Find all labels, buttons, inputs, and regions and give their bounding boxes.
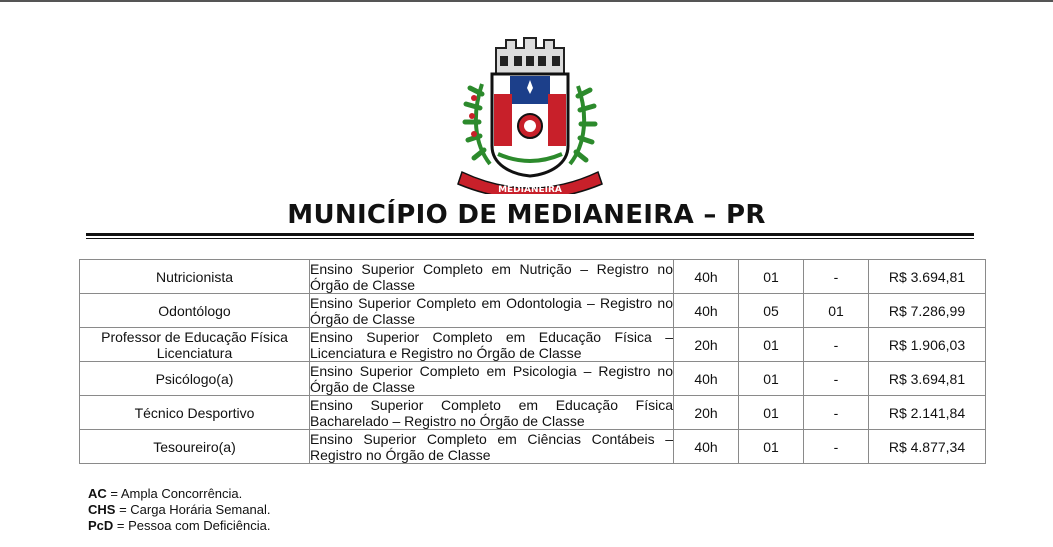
cell-cargo: Nutricionista: [80, 260, 310, 294]
table-row: [80, 260, 986, 294]
title-rule-thin: [86, 238, 974, 239]
cell-cargo: Odontólogo: [80, 294, 310, 328]
legend-abbr: AC: [88, 486, 107, 501]
table-row: [80, 294, 986, 328]
legend-text: = Ampla Concorrência.: [106, 486, 243, 501]
cell-vencimento: R$ 3.694,81: [869, 260, 986, 294]
table-row: [80, 362, 986, 396]
table-row: [80, 430, 986, 464]
cell-requisito: Ensino Superior Completo em Educação Física – Licenciatura e Registro no Órgão de Classe: [310, 328, 673, 361]
cell-cargo: Tesoureiro(a): [80, 430, 310, 464]
cell-cargo: Técnico Desportivo: [80, 396, 310, 430]
cell-pcd: -: [804, 430, 869, 464]
cell-pcd: -: [804, 362, 869, 396]
cell-pcd: -: [804, 396, 869, 430]
cell-chs: 40h: [674, 294, 739, 328]
legend-item: [88, 486, 270, 502]
legend-abbr: CHS: [88, 502, 116, 517]
cell-requisito: Ensino Superior Completo em Ciências Contábeis – Registro no Órgão de Classe: [310, 430, 673, 463]
cell-chs: 40h: [674, 362, 739, 396]
cell-chs: 20h: [674, 396, 739, 430]
cell-vencimento: R$ 4.877,34: [869, 430, 986, 464]
cell-ac: 01: [739, 430, 804, 464]
legend-abbr: PcD: [88, 518, 114, 533]
cell-cargo: Psicólogo(a): [80, 362, 310, 396]
legend: [88, 486, 270, 534]
title-rule-thick: [86, 233, 974, 236]
municipal-crest-icon: [452, 34, 608, 194]
table-row: [80, 328, 986, 362]
cell-ac: 01: [739, 396, 804, 430]
positions-table: [79, 259, 986, 464]
top-border: [0, 0, 1053, 2]
table-row: [80, 396, 986, 430]
cell-vencimento: R$ 2.141,84: [869, 396, 986, 430]
cell-requisito: Ensino Superior Completo em Odontologia – Registro no Órgão de Classe: [310, 294, 673, 327]
cell-requisito: Ensino Superior Completo em Nutrição – Registro no Órgão de Classe: [310, 260, 673, 293]
legend-item: [88, 518, 270, 534]
cell-pcd: 01: [804, 294, 869, 328]
cell-vencimento: R$ 7.286,99: [869, 294, 986, 328]
cell-requisito: Ensino Superior Completo em Educação Física Bacharelado – Registro no Órgão de Classe: [310, 396, 673, 429]
page-title: MUNICÍPIO DE MEDIANEIRA – PR: [287, 200, 766, 230]
crest-banner-text: MEDIANEIRA: [498, 185, 562, 194]
cell-requisito: Ensino Superior Completo em Psicologia – Registro no Órgão de Classe: [310, 362, 673, 395]
cell-chs: 40h: [674, 430, 739, 464]
cell-cargo: Professor de Educação Física Licenciatura: [80, 328, 310, 362]
cell-pcd: -: [804, 328, 869, 362]
cell-ac: 01: [739, 362, 804, 396]
cell-ac: 01: [739, 260, 804, 294]
legend-item: [88, 502, 270, 518]
cell-vencimento: R$ 1.906,03: [869, 328, 986, 362]
cell-ac: 01: [739, 328, 804, 362]
cell-pcd: -: [804, 260, 869, 294]
cell-vencimento: R$ 3.694,81: [869, 362, 986, 396]
legend-text: = Pessoa com Deficiência.: [113, 518, 271, 533]
cell-ac: 05: [739, 294, 804, 328]
cell-chs: 20h: [674, 328, 739, 362]
cell-chs: 40h: [674, 260, 739, 294]
legend-text: = Carga Horária Semanal.: [115, 502, 271, 517]
